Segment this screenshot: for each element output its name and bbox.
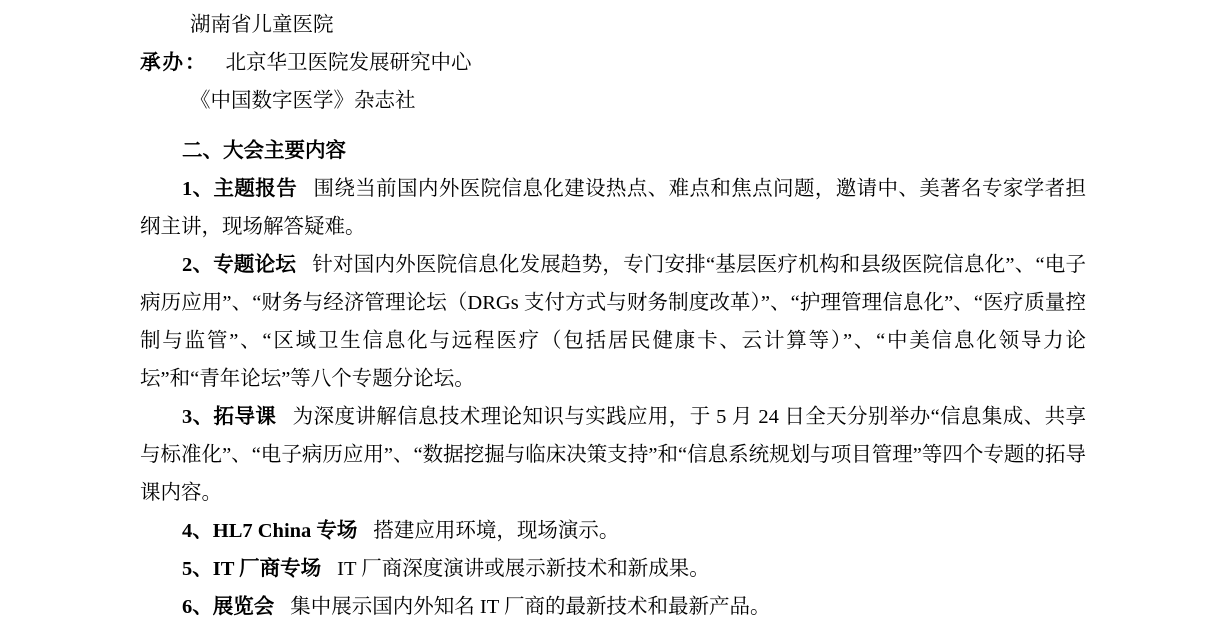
- item-2-text: 针对国内外医院信息化发展趋势，专门安排“基层医疗机构和县级医院信息化”、“电子病历应用”、“财务与经济管理论坛（DRGs 支付方式与财务制度改革）”、“护理管理信息化”、“医疗质量控制与监管”、“区域卫生信息化与远程医疗（包括居民健康卡、云计算等）”、“中美信息化领导力论坛”和“青年论坛”等八个专题分论坛。: [140, 254, 1087, 390]
- content-item-6: [140, 588, 1086, 626]
- organizer-line-2-text: 北京华卫医院发展研究中心: [225, 52, 472, 74]
- item-6-title: 展览会: [212, 596, 275, 618]
- item-1-number: 1、: [182, 178, 214, 200]
- content-item-3: [140, 398, 1086, 512]
- item-6-text: 集中展示国内外知名 IT 厂商的最新技术和最新产品。: [290, 596, 771, 618]
- item-2-title: 专题论坛: [213, 254, 297, 276]
- content-item-4: [140, 512, 1086, 550]
- item-1-title: 主题报告: [213, 178, 298, 200]
- item-1-text: 围绕当前国内外医院信息化建设热点、难点和焦点问题，邀请中、美著名专家学者担纲主讲，现场解答疑难。: [140, 178, 1087, 238]
- organizer-label: 承办：: [140, 52, 208, 74]
- item-5-title: IT 厂商专场: [212, 558, 322, 580]
- organizer-line-2: [140, 44, 1086, 82]
- organizer-line-1-text: 湖南省儿童医院: [190, 14, 334, 36]
- item-5-number: 5、: [182, 558, 213, 580]
- item-5-text: IT 厂商深度演讲或展示新技术和新成果。: [337, 558, 710, 580]
- section-heading: 二、大会主要内容: [182, 140, 346, 162]
- item-4-number: 4、: [182, 520, 213, 542]
- item-2-number: 2、: [182, 254, 214, 276]
- item-3-title: 拓导课: [213, 406, 277, 428]
- organizer-line-3: [140, 82, 1086, 120]
- item-3-text: 为深度讲解信息技术理论知识与实践应用，于 5 月 24 日全天分别举办“信息集成、共享与标准化”、“电子病历应用”、“数据挖掘与临床决策支持”和“信息系统规划与项目管理”等四个专题的拓导课内容。: [140, 406, 1086, 504]
- item-4-text: 搭建应用环境，现场演示。: [373, 520, 620, 542]
- item-3-number: 3、: [182, 406, 214, 428]
- content-item-1: [140, 170, 1086, 246]
- organizer-line-3-text: 《中国数字医学》杂志社: [190, 90, 416, 112]
- content-item-5: [140, 550, 1086, 588]
- item-4-title: HL7 China 专场: [212, 520, 358, 542]
- organizer-line-1: [140, 6, 1086, 44]
- item-6-number: 6、: [182, 596, 213, 618]
- content-item-2: [140, 246, 1086, 398]
